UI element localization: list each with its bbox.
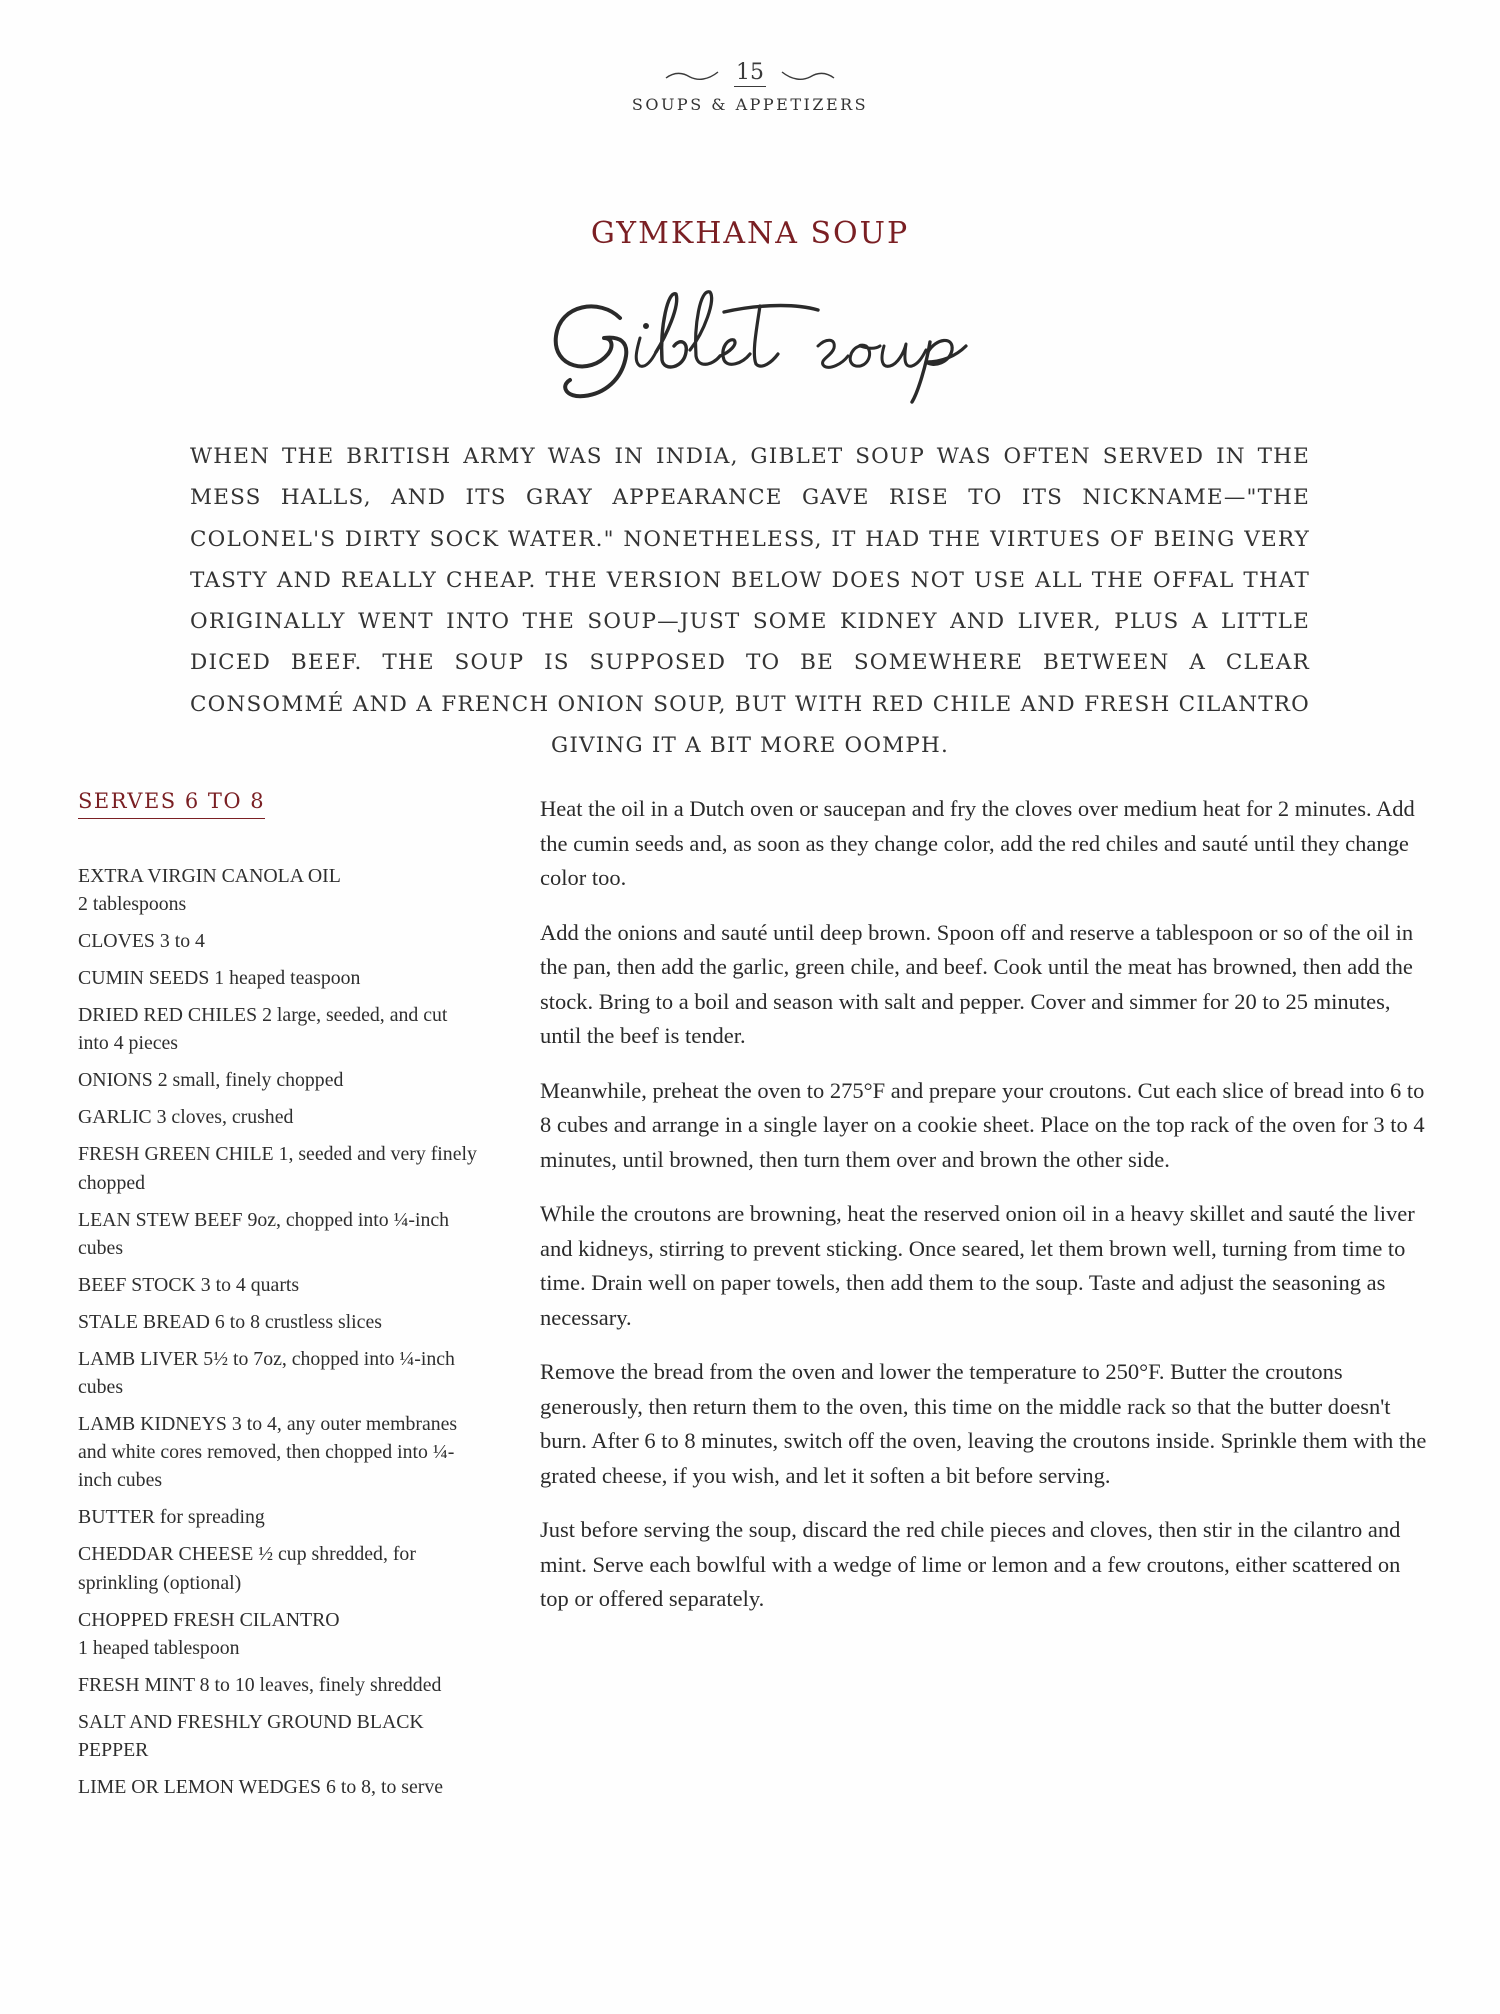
- ingredient-item: [78, 1345, 478, 1401]
- section-name: SOUPS & APPETIZERS: [631, 95, 869, 114]
- ingredient-name: GARLIC: [78, 1106, 152, 1129]
- ingredient-detail: 2 tablespoons: [78, 893, 187, 916]
- ingredient-item: [78, 1671, 478, 1699]
- ingredient-name: BEEF STOCK: [78, 1273, 196, 1296]
- ingredient-detail: 8 to 10 leaves, finely shredded: [199, 1673, 442, 1696]
- ingredient-detail: 2 large, seeded, and cut into 4 pieces: [78, 1004, 448, 1055]
- ingredient-name: CHOPPED FRESH CILANTRO: [78, 1608, 340, 1631]
- ingredient-detail: 1, seeded and very finely chopped: [78, 1143, 477, 1194]
- ingredient-detail: 5½ to 7oz, chopped into ¼-inch cubes: [78, 1347, 455, 1399]
- ingredient-name: CHEDDAR CHEESE: [78, 1543, 254, 1566]
- ingredient-item: [78, 1410, 478, 1495]
- ingredient-detail: 6 to 8 crustless slices: [214, 1310, 382, 1333]
- ingredient-name: BUTTER: [78, 1506, 155, 1529]
- ingredient-item: [78, 1271, 478, 1299]
- serves-heading: SERVES 6 TO 8: [78, 789, 265, 819]
- ingredient-item: [78, 1773, 478, 1801]
- left-swash-icon: [664, 68, 720, 82]
- ingredient-item: [78, 927, 478, 955]
- ingredient-name: SALT AND FRESHLY GROUND BLACK PEPPER: [78, 1710, 424, 1762]
- method-step: Add the onions and sauté until deep brown. Spoon off and reserve a tablespoon or so of the oil in the pan, then add the garlic, green chile, and beef. Cook until the meat has browned, then add the stock. Bring to a boil and season with salt and pepper. Cover and simmer for 20 to 25 minutes, until the beef is tender.: [540, 919, 1414, 1048]
- ingredient-detail: for spreading: [159, 1506, 265, 1529]
- ingredient-item: [78, 1708, 478, 1764]
- ingredient-name: LIME OR LEMON WEDGES: [78, 1776, 322, 1799]
- ingredient-item: [78, 1001, 478, 1057]
- page-number: 15: [736, 60, 764, 85]
- recipe-intro: WHEN THE BRITISH ARMY WAS IN INDIA, GIBLET SOUP WAS OFTEN SERVED IN THE MESS HALLS, AND ITS GRAY APPEARANCE GAVE RISE TO ITS NICKNAME—"THE COLONEL'S DIRTY SOCK WATER." NONETHELESS, IT HAD THE VIRTUES OF BEING VERY TASTY AND REALLY CHEAP. THE VERSION BELOW DOES NOT USE ALL THE OFFAL THAT ORIGINALLY WENT INTO THE SOUP—JUST SOME KIDNEY AND LIVER, PLUS A LITTLE DICED BEEF. THE SOUP IS SUPPOSED TO BE SOMEWHERE BETWEEN A CLEAR CONSOMMÉ AND A FRENCH ONION SOUP, BUT WITH RED CHILE AND FRESH CILANTRO GIVING IT A BIT MORE OOMPH.: [190, 444, 1310, 759]
- ingredient-item: [78, 1540, 478, 1596]
- method-step: While the croutons are browning, heat the reserved onion oil in a heavy skillet and sauté the liver and kidneys, stirring to prevent sticking. Once seared, let them brown well, turning from time to time. Drain well on paper towels, then add them to the soup. Taste and adjust the seasoning as necessary.: [540, 1201, 1415, 1330]
- method-step: Meanwhile, preheat the oven to 275°F and prepare your croutons. Cut each slice of bread into 6 to 8 cubes and arrange in a single layer on a cookie sheet. Place on the top rack of the oven for 3 to 4 minutes, until browned, then turn them over and brown the other side.: [540, 1077, 1425, 1172]
- method-step: Heat the oil in a Dutch oven or saucepan and fry the cloves over medium heat for 2 minutes. Add the cumin seeds and, as soon as they change color, add the red chiles and sauté until they change color too.: [540, 796, 1415, 890]
- ingredient-detail: ½ cup shredded, for sprinkling (optional): [78, 1543, 416, 1594]
- ingredient-detail: 6 to 8, to serve: [326, 1776, 444, 1799]
- ingredient-item: [78, 862, 478, 918]
- ingredient-name: CLOVES: [78, 930, 155, 953]
- ingredient-name: STALE BREAD: [78, 1310, 210, 1333]
- ingredient-item: [78, 1503, 478, 1531]
- ingredient-detail: 1 heaped teaspoon: [214, 967, 361, 990]
- method-steps: [540, 792, 1432, 1637]
- ingredient-detail: 2 small, finely chopped: [157, 1069, 344, 1092]
- method-step: Just before serving the soup, discard the red chile pieces and cloves, then stir in the cilantro and mint. Serve each bowlful with a wedge of lime or lemon and a few croutons, either scattered on top or offered separately.: [540, 1517, 1401, 1611]
- ingredient-detail: 3 to 4 quarts: [200, 1273, 300, 1296]
- ingredient-name: CUMIN SEEDS: [78, 967, 210, 990]
- script-title-lettering: [0, 276, 1500, 406]
- recipe-title: GYMKHANA SOUP: [590, 216, 910, 251]
- ingredient-detail: 3 to 4, any outer membranes and white cores removed, then chopped into ¼-inch cubes: [78, 1413, 458, 1492]
- ingredient-item: [78, 1606, 478, 1662]
- ingredient-item: [78, 1066, 478, 1094]
- page-number-ornament: [664, 62, 836, 87]
- ingredient-name: DRIED RED CHILES: [78, 1004, 258, 1027]
- ingredient-name: EXTRA VIRGIN CANOLA OIL: [78, 865, 341, 887]
- ingredient-item: [78, 1308, 478, 1336]
- ingredient-item: [78, 1206, 478, 1262]
- ingredient-name: FRESH GREEN CHILE: [78, 1143, 274, 1166]
- ingredient-name: LAMB LIVER: [78, 1347, 199, 1370]
- ingredient-name: FRESH MINT: [78, 1673, 195, 1696]
- page-header: [0, 62, 1500, 114]
- ingredient-list: [78, 862, 478, 1810]
- ingredient-item: [78, 964, 478, 992]
- ingredient-name: LEAN STEW BEEF: [78, 1208, 243, 1231]
- ingredient-detail: 1 heaped tablespoon: [78, 1636, 240, 1659]
- right-swash-icon: [780, 68, 836, 82]
- ingredient-item: [78, 1140, 478, 1196]
- ingredient-detail: 3 cloves, crushed: [156, 1106, 294, 1129]
- method-step: Remove the bread from the oven and lower the temperature to 250°F. Butter the croutons generously, then return them to the oven, this time on the middle rack so that the butter doesn't burn. After 6 to 8 minutes, switch off the oven, leaving the croutons inside. Sprinkle them with the grated cheese, if you wish, and let it soften a bit before serving.: [540, 1359, 1427, 1488]
- ingredient-item: [78, 1103, 478, 1131]
- ingredient-detail: 9oz, chopped into ¼-inch cubes: [78, 1208, 450, 1259]
- ingredient-name: ONIONS: [78, 1069, 153, 1092]
- ingredient-name: LAMB KIDNEYS: [78, 1413, 227, 1436]
- ingredient-detail: 3 to 4: [159, 930, 205, 953]
